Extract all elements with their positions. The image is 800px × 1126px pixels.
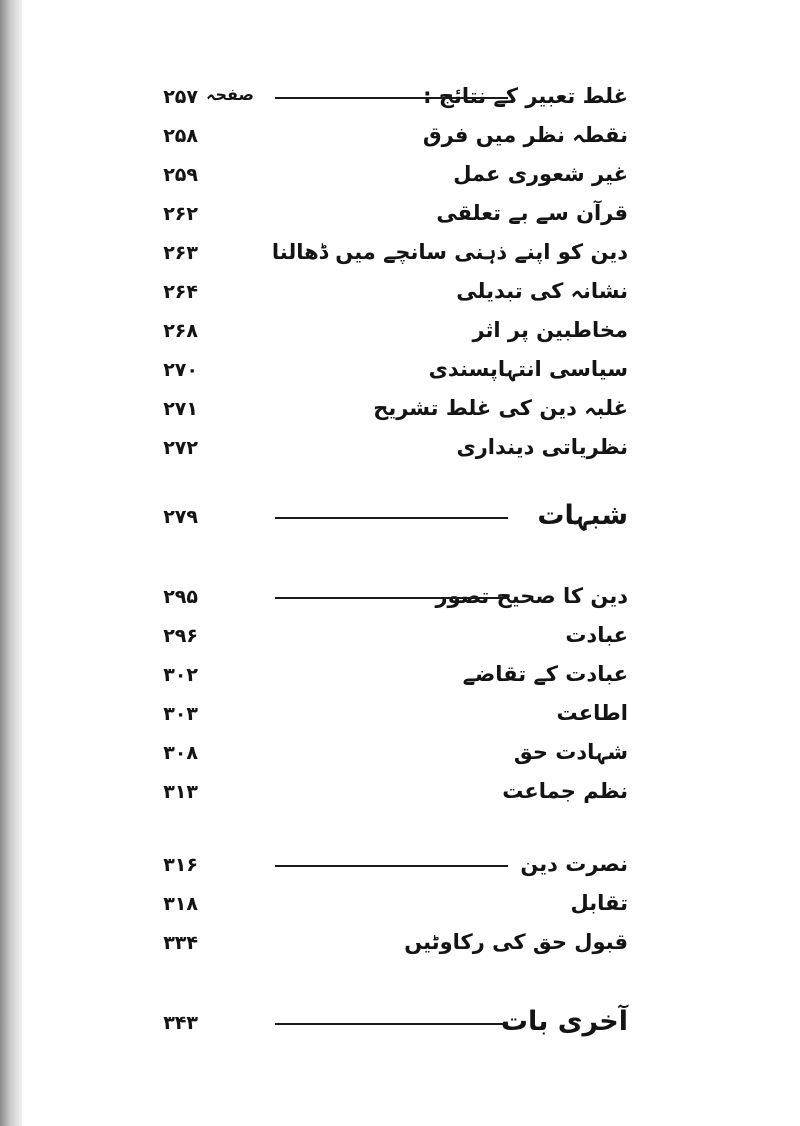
page-column-header: صفحہ (206, 85, 254, 104)
toc-entry-title: غیر شعوری عمل (453, 162, 628, 186)
page-number: ۳۱۳ (163, 781, 198, 803)
toc-entry-title: غلبہ دین کی غلط تشریح (373, 396, 628, 420)
toc-entry-title: قبول حق کی رکاوٹیں (404, 930, 628, 954)
toc-entry-title: عبادت (565, 623, 628, 647)
page-number: ۲۶۸ (163, 320, 198, 342)
page-number: ۲۵۷ (163, 86, 198, 108)
toc-section-heading: آخری بات (500, 1006, 628, 1037)
toc-entry-title: اطاعت (556, 701, 628, 725)
toc-entry-title: نظریاتی دینداری (456, 435, 628, 459)
page-number: ۲۷۱ (163, 398, 198, 420)
page-number: ۲۶۲ (163, 203, 198, 225)
page-number: ۲۶۴ (163, 281, 198, 303)
page-number: ۳۰۸ (163, 742, 198, 764)
toc-entry-title: تقابل (570, 891, 628, 915)
leader-rule (275, 865, 508, 867)
toc-entry-title: غلط تعبیر کے نتائج : (423, 84, 628, 108)
page-number: ۲۹۶ (163, 625, 198, 647)
page-number: ۳۱۶ (163, 854, 198, 876)
page-binding-edge (0, 0, 22, 1126)
page-number: ۲۷۹ (163, 506, 198, 528)
toc-section-heading: شبہات (537, 500, 628, 531)
page-number: ۲۷۲ (163, 437, 198, 459)
toc-entry-title: نظم جماعت (502, 779, 628, 803)
page-number: ۳۴۳ (163, 1012, 198, 1034)
toc-entry-title: دین کو اپنے ذہنی سانچے میں ڈھالنا (271, 240, 628, 264)
page-number: ۲۵۹ (163, 164, 198, 186)
toc-entry-title: شہادت حق (513, 740, 628, 764)
page-number: ۲۷۰ (163, 359, 198, 381)
toc-entry-title: نشانہ کی تبدیلی (456, 279, 628, 303)
page-number: ۲۹۵ (163, 586, 198, 608)
leader-rule (275, 1023, 508, 1025)
page-number: ۳۰۲ (163, 664, 198, 686)
leader-rule (275, 97, 508, 99)
toc-entry-title: عبادت کے تقاضے (462, 662, 628, 686)
page-number: ۳۱۸ (163, 893, 198, 915)
toc-entry-title: نقطہ نظر میں فرق (422, 123, 628, 147)
page-number: ۳۳۴ (163, 932, 198, 954)
page-number: ۳۰۳ (163, 703, 198, 725)
toc-entry-title: مخاطبین پر اثر (472, 318, 628, 342)
leader-rule (275, 597, 508, 599)
page-number: ۲۶۳ (163, 242, 198, 264)
toc-entry-title: دین کا صحیح تصور (435, 584, 628, 608)
page-number: ۲۵۸ (163, 125, 198, 147)
toc-entry-title: نصرت دین (520, 852, 628, 876)
toc-entry-title: سیاسی انتہاپسندی (428, 357, 628, 381)
toc-entry-title: قرآن سے بے تعلقی (436, 201, 628, 225)
leader-rule (275, 517, 508, 519)
